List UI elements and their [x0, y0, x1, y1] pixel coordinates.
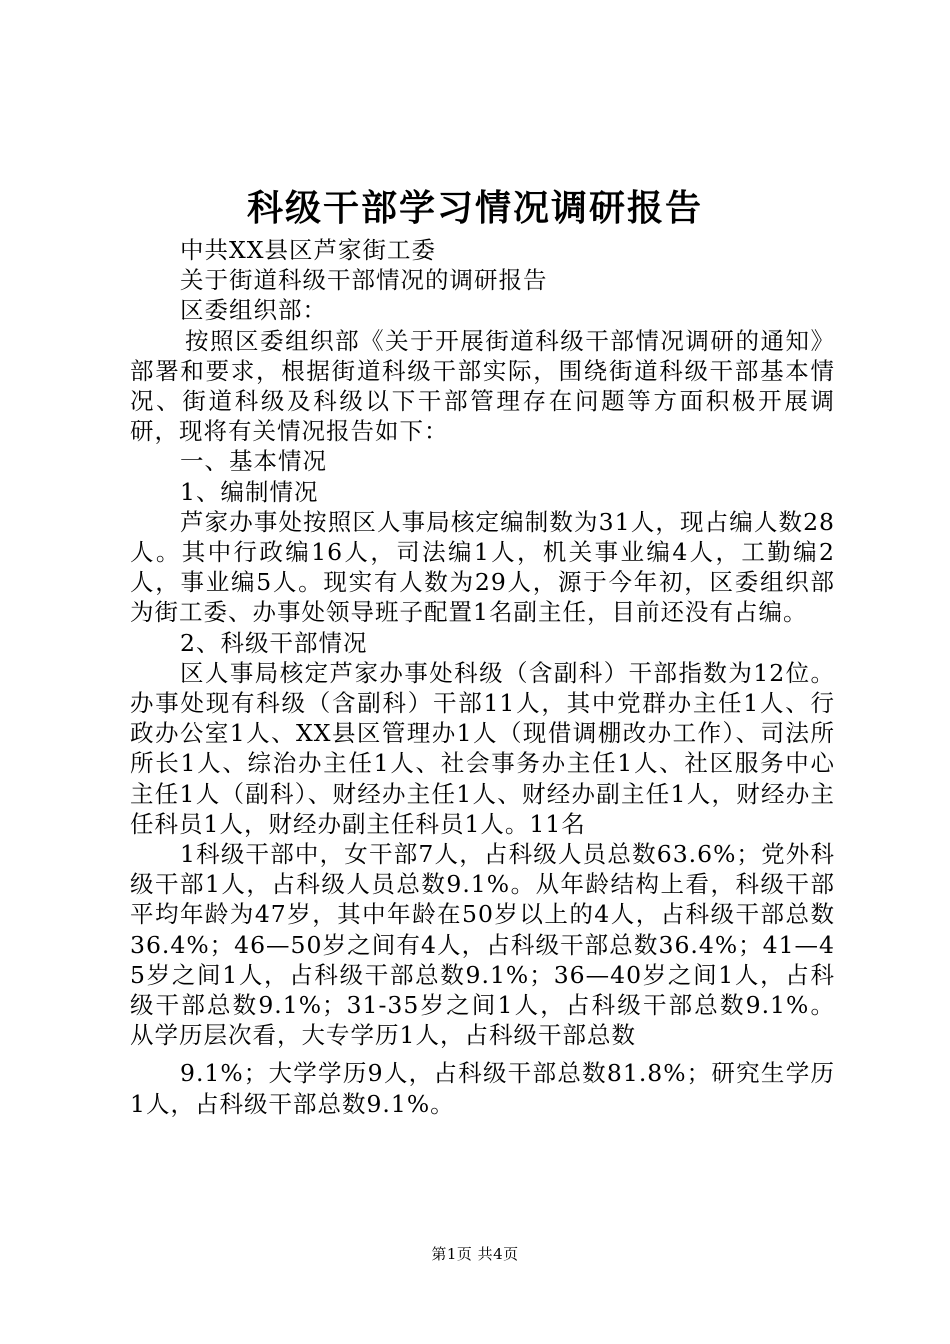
document-body — [130, 235, 835, 1119]
page-number-footer: 第1页 共4页 — [431, 1245, 519, 1263]
issuer-line: 中共XX县区芦家街工委 — [180, 236, 436, 264]
section-heading-basic: 一、基本情况 — [180, 447, 327, 476]
subsection-heading-cadres: 2、科级干部情况 — [180, 628, 368, 657]
intro-paragraph: 按照区委组织部《关于开展街道科级干部情况调研的通知》部署和要求，根据街道科级干部实际，围绕街道科级干部基本情况、街道科级及科级以下干部管理存在问题等方面积极开展调研，现将有关情况报告如下： — [130, 326, 835, 446]
education-paragraph: 9.1%；大学学历9人，占科级干部总数81.8%；研究生学历1人，占科级干部总数9.1%。 — [130, 1059, 835, 1118]
document-title: 科级干部学习情况调研报告 — [246, 187, 703, 229]
report-subtitle: 关于街道科级干部情况的调研报告 — [180, 266, 548, 295]
addressee-line: 区委组织部： — [180, 296, 327, 325]
cadres-structure-paragraph: 1科级干部中，女干部7人，占科级人员总数63.6%；党外科级干部1人，占科级人员总数9.1%。从年龄结构上看，科级干部平均年龄为47岁，其中年龄在50岁以上的4人，占科级干部总数36.4%；46—50岁之间有4人，占科级干部总数36.4%；41—45岁之间1人，占科级干部总数9.1%；36—40岁之间1人，占科级干部总数9.1%；31-35岁之间1人，占科级干部总数9.1%。从学历层次看，大专学历1人，占科级干部总数 — [130, 840, 835, 1050]
cadres-paragraph: 区人事局核定芦家办事处科级（含副科）干部指数为12位。办事处现有科级（含副科）干部11人，其中党群办主任1人、行政办公室1人、XX县区管理办1人（现借调棚改办工作）、司法所所长1人、综治办主任1人、社会事务办主任1人、社区服务中心主任1人（副科）、财经办主任1人、财经办副主任1人，财经办主任科员1人，财经办副主任科员1人。11名 — [130, 658, 835, 838]
staffing-paragraph: 芦家办事处按照区人事局核定编制数为31人，现占编人数28人。其中行政编16人，司法编1人，机关事业编4人，工勤编2人，事业编5人。现实有人数为29人，源于今年初，区委组织部为街工委、办事处领导班子配置1名副主任，目前还没有占编。 — [130, 507, 835, 627]
subsection-heading-staffing: 1、编制情况 — [180, 477, 319, 506]
